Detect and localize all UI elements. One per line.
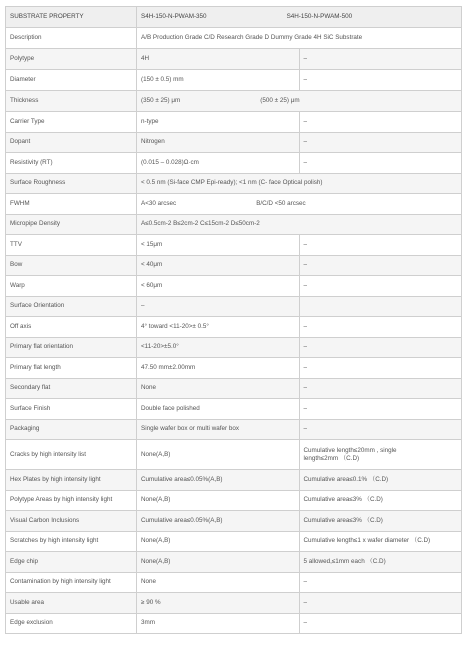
table-row [6, 399, 462, 420]
row-value-b: – [299, 70, 462, 91]
row-value-a: None(A,B) [137, 531, 300, 552]
row-value: A/B Production Grade C/D Research Grade D Dummy Grade 4H SiC Substrate [137, 28, 462, 49]
table-row [6, 552, 462, 573]
row-property: Scratches by high intensity light [6, 531, 137, 552]
table-row [6, 419, 462, 440]
row-value-a: <11-20>±5.0° [137, 337, 300, 358]
table-row [6, 613, 462, 634]
row-value: A≤0.5cm-2 B≤2cm-2 C≤15cm-2 D≤50cm-2 [137, 214, 462, 235]
row-property: Primary flat length [6, 358, 137, 379]
row-value-a: (0.015 – 0.028)Ω·cm [137, 153, 300, 174]
table-header-row [6, 7, 462, 28]
row-value-a: < 40μm [137, 255, 300, 276]
row-property: Edge exclusion [6, 613, 137, 634]
row-property: Packaging [6, 419, 137, 440]
table-row [6, 440, 462, 470]
row-property: Hex Plates by high intensity light [6, 470, 137, 491]
row-property: Description [6, 28, 137, 49]
table-row [6, 153, 462, 174]
row-value-a: (350 ± 25) μm [141, 97, 181, 104]
row-value-b [299, 296, 462, 317]
header-model-500: S4H-150-N-PWAM-500 [286, 13, 353, 20]
table-row [6, 91, 462, 112]
row-property: Surface Orientation [6, 296, 137, 317]
row-property: Micropipe Density [6, 214, 137, 235]
row-property: Cracks by high intensity list [6, 440, 137, 470]
row-value-a: (150 ± 0.5) mm [137, 70, 300, 91]
row-value: < 0.5 nm (Si-face CMP Epi-ready); <1 nm (C- face Optical polish) [137, 173, 462, 194]
row-value-b: – [299, 317, 462, 338]
row-property: Visual Carbon Inclusions [6, 511, 137, 532]
spec-table-container [5, 6, 462, 634]
table-row [6, 276, 462, 297]
row-value-a: – [137, 296, 300, 317]
row-value-a: < 60μm [137, 276, 300, 297]
table-row [6, 214, 462, 235]
row-value-b: Cumulative area≤0.1% （C.D) [299, 470, 462, 491]
row-value-pair [137, 194, 462, 215]
table-row [6, 173, 462, 194]
table-row [6, 49, 462, 70]
row-property: Warp [6, 276, 137, 297]
row-value-b: B/C/D <50 arcsec [256, 199, 306, 207]
table-row [6, 337, 462, 358]
substrate-spec-table [5, 6, 462, 634]
table-row [6, 112, 462, 133]
row-value-b: – [299, 593, 462, 614]
row-property: Polytype Areas by high intensity light [6, 490, 137, 511]
row-value-b: – [299, 378, 462, 399]
row-value-b: Cumulative area≤3% （C.D) [299, 511, 462, 532]
row-value-b: – [299, 112, 462, 133]
row-value-a: 4H [137, 49, 300, 70]
row-value-a: n-type [137, 112, 300, 133]
row-property: Contamination by high intensity light [6, 572, 137, 593]
row-value-b: – [299, 572, 462, 593]
row-value-b: 5 allowed,≤1mm each （C.D) [299, 552, 462, 573]
table-row [6, 235, 462, 256]
row-value-b: – [299, 132, 462, 153]
row-value-b: – [299, 358, 462, 379]
row-value-b: – [299, 49, 462, 70]
row-value-a: 3mm [137, 613, 300, 634]
row-property: Bow [6, 255, 137, 276]
row-property: FWHM [6, 194, 137, 215]
row-value-a: None(A,B) [137, 490, 300, 511]
table-row [6, 511, 462, 532]
row-value-b: – [299, 419, 462, 440]
header-property-cell: SUBSTRATE PROPERTY [6, 7, 137, 28]
row-value-b: – [299, 153, 462, 174]
row-value-b: Cumulative area≤3% （C.D) [299, 490, 462, 511]
table-row [6, 378, 462, 399]
row-value-b: Cumulative length≤1 x wafer diameter （C.D) [299, 531, 462, 552]
row-property: Diameter [6, 70, 137, 91]
table-row [6, 593, 462, 614]
row-property: TTV [6, 235, 137, 256]
row-value-a: ≥ 90 % [137, 593, 300, 614]
table-row [6, 132, 462, 153]
row-value-b [299, 440, 462, 470]
row-property: Carrier Type [6, 112, 137, 133]
table-row [6, 255, 462, 276]
header-models-cell [137, 7, 462, 28]
row-value-a: Cumulative area≤0.05%(A,B) [137, 470, 300, 491]
row-property: Surface Finish [6, 399, 137, 420]
row-value-a: Double face polished [137, 399, 300, 420]
row-value-b: – [299, 255, 462, 276]
row-value-a: None(A,B) [137, 440, 300, 470]
row-property: Surface Roughness [6, 173, 137, 194]
row-property: Off axis [6, 317, 137, 338]
table-row [6, 317, 462, 338]
table-row [6, 70, 462, 91]
row-value-b-line1: Cumulative length≤20mm , single [303, 446, 397, 454]
row-value-a: < 15μm [137, 235, 300, 256]
row-value-a: Cumulative area≤0.05%(A,B) [137, 511, 300, 532]
row-value-b: – [299, 613, 462, 634]
row-value-a: 4° toward <11-20>± 0.5° [137, 317, 300, 338]
table-row [6, 28, 462, 49]
table-row [6, 358, 462, 379]
row-property: Polytype [6, 49, 137, 70]
row-value-a: Nitrogen [137, 132, 300, 153]
row-value-b: – [299, 235, 462, 256]
row-value-a: 47.50 mm±2.00mm [137, 358, 300, 379]
table-row [6, 296, 462, 317]
row-value-pair [137, 91, 462, 112]
row-property: Edge chip [6, 552, 137, 573]
table-row [6, 490, 462, 511]
row-property: Secondary flat [6, 378, 137, 399]
row-value-b: – [299, 399, 462, 420]
row-value-b: (500 ± 25) μm [260, 97, 300, 104]
row-property: Usable area [6, 593, 137, 614]
row-value-a: A<30 arcsec [141, 199, 177, 207]
row-property: Thickness [6, 91, 137, 112]
row-value-b: – [299, 337, 462, 358]
table-row [6, 194, 462, 215]
row-value-b-line2: length≤2mm （C.D) [303, 454, 360, 462]
row-value-a: None [137, 572, 300, 593]
row-property: Resistivity (RT) [6, 153, 137, 174]
row-value-a: Single wafer box or multi wafer box [137, 419, 300, 440]
row-value-b: – [299, 276, 462, 297]
table-row [6, 572, 462, 593]
table-row [6, 531, 462, 552]
row-value-a: None(A,B) [137, 552, 300, 573]
header-model-350: S4H-150-N-PWAM-350 [141, 13, 207, 20]
row-property: Dopant [6, 132, 137, 153]
row-value-a: None [137, 378, 300, 399]
table-row [6, 470, 462, 491]
row-property: Primary flat orientation [6, 337, 137, 358]
